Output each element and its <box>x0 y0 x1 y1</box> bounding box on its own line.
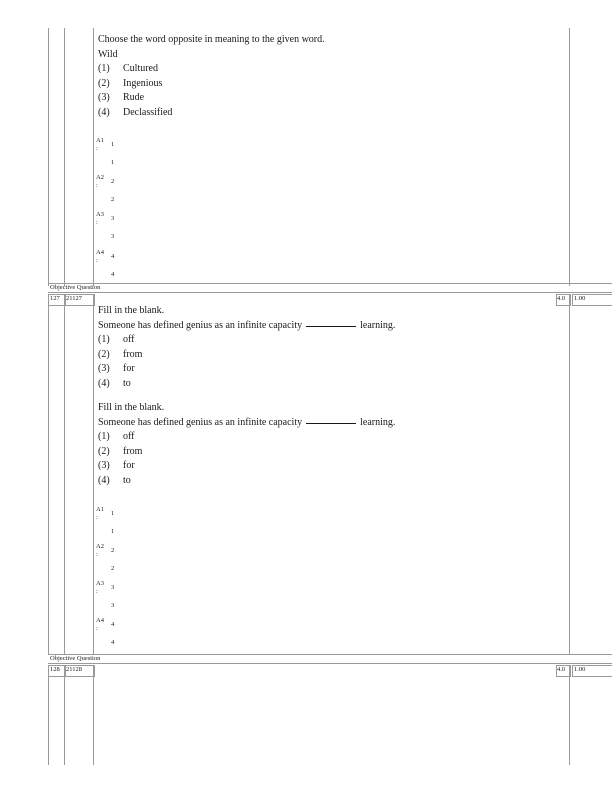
option-number: (1) <box>98 334 110 345</box>
answer-value: 1 <box>111 141 115 148</box>
sentence-part-a: Someone has defined genius as an infinite capacity <box>98 319 303 331</box>
option-number: (4) <box>98 106 110 118</box>
question-1 <box>98 33 325 120</box>
answer-sub: 1 <box>111 528 115 535</box>
option-number: (2) <box>98 445 110 457</box>
question-sentence <box>98 416 395 431</box>
answer-label: A3 <box>96 580 104 587</box>
answer-value: 2 <box>111 178 115 185</box>
answer-label: A1 <box>96 137 104 144</box>
answer-colon: : <box>96 145 98 152</box>
negative-marks-value: 1.00 <box>574 666 586 673</box>
option-row <box>98 106 325 121</box>
option-text: off <box>123 431 135 442</box>
answer-colon: : <box>96 551 98 558</box>
option-text: from <box>123 445 143 457</box>
option-row <box>98 445 395 460</box>
negative-marks-value: 1.00 <box>574 295 586 302</box>
grid-line <box>64 294 65 654</box>
option-row <box>98 459 395 474</box>
option-text: for <box>123 363 135 374</box>
option-number: (3) <box>98 460 110 471</box>
option-row <box>98 62 325 77</box>
grid-line <box>48 292 612 293</box>
answer-key-4 <box>96 617 104 633</box>
answer-value: 3 <box>111 584 115 591</box>
question-text: Choose the word opposite in meaning to the given word. <box>98 34 325 45</box>
grid-line <box>93 665 94 765</box>
answer-key-4 <box>96 249 104 265</box>
option-row <box>98 77 325 92</box>
answer-colon: : <box>96 182 98 189</box>
option-number: (2) <box>98 77 110 89</box>
answer-key-3 <box>96 580 104 596</box>
serial-number: 127 <box>50 295 60 302</box>
answer-key-3 <box>96 211 104 227</box>
option-text: Rude <box>123 92 145 103</box>
grid-line <box>93 294 94 654</box>
option-number: (1) <box>98 63 110 74</box>
grid-line <box>48 294 49 654</box>
answer-colon: : <box>96 625 98 632</box>
grid-line <box>48 654 612 655</box>
answer-value: 1 <box>111 510 115 517</box>
answer-sub: 2 <box>111 565 115 572</box>
answer-sub: 3 <box>111 233 115 240</box>
answer-colon: : <box>96 588 98 595</box>
option-text: Declassified <box>123 106 173 118</box>
question-type-label: Objective Question <box>50 655 101 662</box>
option-row <box>98 362 395 377</box>
option-text: from <box>123 348 143 360</box>
question-type-label: Objective Question <box>50 284 101 291</box>
answer-key-2 <box>96 543 104 559</box>
answer-colon: : <box>96 219 98 226</box>
answer-sub: 2 <box>111 196 115 203</box>
answer-key-1 <box>96 506 104 522</box>
grid-line <box>569 665 570 765</box>
sentence-part-b: learning. <box>360 319 396 331</box>
option-number: (4) <box>98 377 110 389</box>
option-number: (2) <box>98 348 110 360</box>
grid-line <box>48 663 612 664</box>
option-number: (3) <box>98 92 110 103</box>
grid-line <box>48 665 49 765</box>
sentence-part-b: learning. <box>360 416 396 428</box>
option-row <box>98 91 325 106</box>
answer-colon: : <box>96 257 98 264</box>
option-number: (4) <box>98 474 110 486</box>
option-row <box>98 348 395 363</box>
option-row <box>98 377 395 392</box>
marks-value: 4.0 <box>557 666 566 673</box>
grid-line <box>48 28 49 286</box>
marks-value: 4.0 <box>557 295 566 302</box>
sentence-part-a: Someone has defined genius as an infinite capacity <box>98 416 303 428</box>
answer-value: 3 <box>111 215 115 222</box>
blank-line <box>306 417 356 424</box>
answer-key-2 <box>96 174 104 190</box>
question-title: Fill in the blank. <box>98 402 165 413</box>
grid-line <box>48 283 612 284</box>
question-sentence <box>98 319 395 334</box>
option-text: to <box>123 474 131 486</box>
option-row <box>98 474 395 489</box>
answer-label: A2 <box>96 543 104 550</box>
question-word: Wild <box>98 48 118 60</box>
option-text: off <box>123 334 135 345</box>
grid-line <box>93 28 94 286</box>
option-row <box>98 333 395 348</box>
question-id: 21128 <box>66 666 83 673</box>
option-text: Ingenious <box>123 77 163 89</box>
answer-label: A2 <box>96 174 104 181</box>
option-text: Cultured <box>123 63 158 74</box>
option-row <box>98 430 395 445</box>
answer-sub: 1 <box>111 159 115 166</box>
grid-line <box>64 665 65 765</box>
option-text: for <box>123 460 135 471</box>
answer-sub: 4 <box>111 271 115 278</box>
answer-colon: : <box>96 514 98 521</box>
answer-value: 4 <box>111 621 115 628</box>
grid-line <box>569 294 570 654</box>
question-2-repeat <box>98 401 395 488</box>
answer-label: A3 <box>96 211 104 218</box>
option-number: (3) <box>98 363 110 374</box>
grid-line <box>569 28 570 286</box>
answer-label: A4 <box>96 249 104 256</box>
question-title: Fill in the blank. <box>98 305 165 316</box>
question-2-en <box>98 304 395 391</box>
answer-label: A4 <box>96 617 104 624</box>
grid-line <box>64 28 65 286</box>
blank-line <box>306 320 356 327</box>
answer-value: 2 <box>111 547 115 554</box>
answer-sub: 3 <box>111 602 115 609</box>
option-number: (1) <box>98 431 110 442</box>
answer-value: 4 <box>111 253 115 260</box>
answer-label: A1 <box>96 506 104 513</box>
option-text: to <box>123 377 131 389</box>
answer-key-1 <box>96 137 104 153</box>
serial-number: 128 <box>50 666 60 673</box>
question-id: 21127 <box>66 295 83 302</box>
answer-sub: 4 <box>111 639 115 646</box>
